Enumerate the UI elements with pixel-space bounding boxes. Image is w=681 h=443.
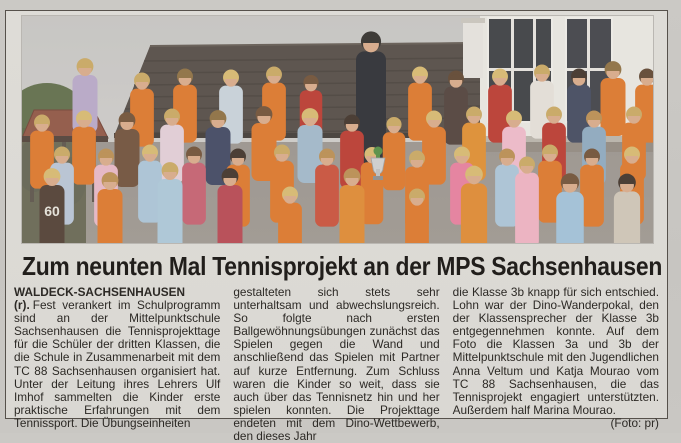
dateline: WALDECK-SACHSENHAUSEN (r).	[14, 285, 186, 313]
column-text: die Klasse 3b knapp für sich entschied. Lohn war der Dino-Wanderpokal, den der Klassensprecher der Klasse 3b entgegennehmen konnte. Auf dem Foto die Klassen 3a und 3b der Mittelpunktschule mit den Jugendlichen Anna Veltum und Katja Mourao vom TC 88 Sachsenhausen, die das Tennisprojekt engagiert unterstützten. Außerdem half Marina Mourao.	[452, 285, 659, 417]
headline: Zum neunten Mal Tennisprojekt an der MPS Sachsenhausen	[22, 251, 663, 281]
article-clipping	[5, 10, 668, 443]
newsprint-overlay	[22, 16, 653, 243]
photo-credit: (Foto: pr)	[610, 415, 659, 430]
class-photo-illustration	[22, 16, 653, 243]
class-photo	[22, 16, 653, 243]
article-body	[14, 286, 659, 443]
article-column-3	[453, 286, 659, 443]
column-text: Fest verankert im Schulprogramm sind an der Mittelpunktschule Sachsenhausen die Tennisprojekttage für die Schüler der dritten Klassen, die die Schule in Zusammenarbeit mit dem TC 88 Sachsenhausen organisiert hat. Unter der Leitung ihres Lehrers Ulf Imhof sammelten die Kinder erste praktische Erfahrungen mit dem Tennissport. Die Übungseinheiten	[14, 298, 221, 430]
column-text: gestalteten sich stets sehr unterhaltsam und abwechslungsreich. So folgte nach ersten Ballgewöhnungsübungen zunächst das Spielen gegen die Wand und anschließend das Spielen mit Partner auf kurze Entfernung. Zum Schluss waren die Kinder so weit, dass sie auch über das Tennisnetz hin und her spielen konnten. Die Projekttage endeten mit dem Dino-Wettbewerb, den dieses Jahr	[233, 285, 440, 443]
article-column-2	[233, 286, 439, 443]
shirt-print: 60	[44, 203, 60, 219]
article-column-1	[14, 286, 220, 443]
